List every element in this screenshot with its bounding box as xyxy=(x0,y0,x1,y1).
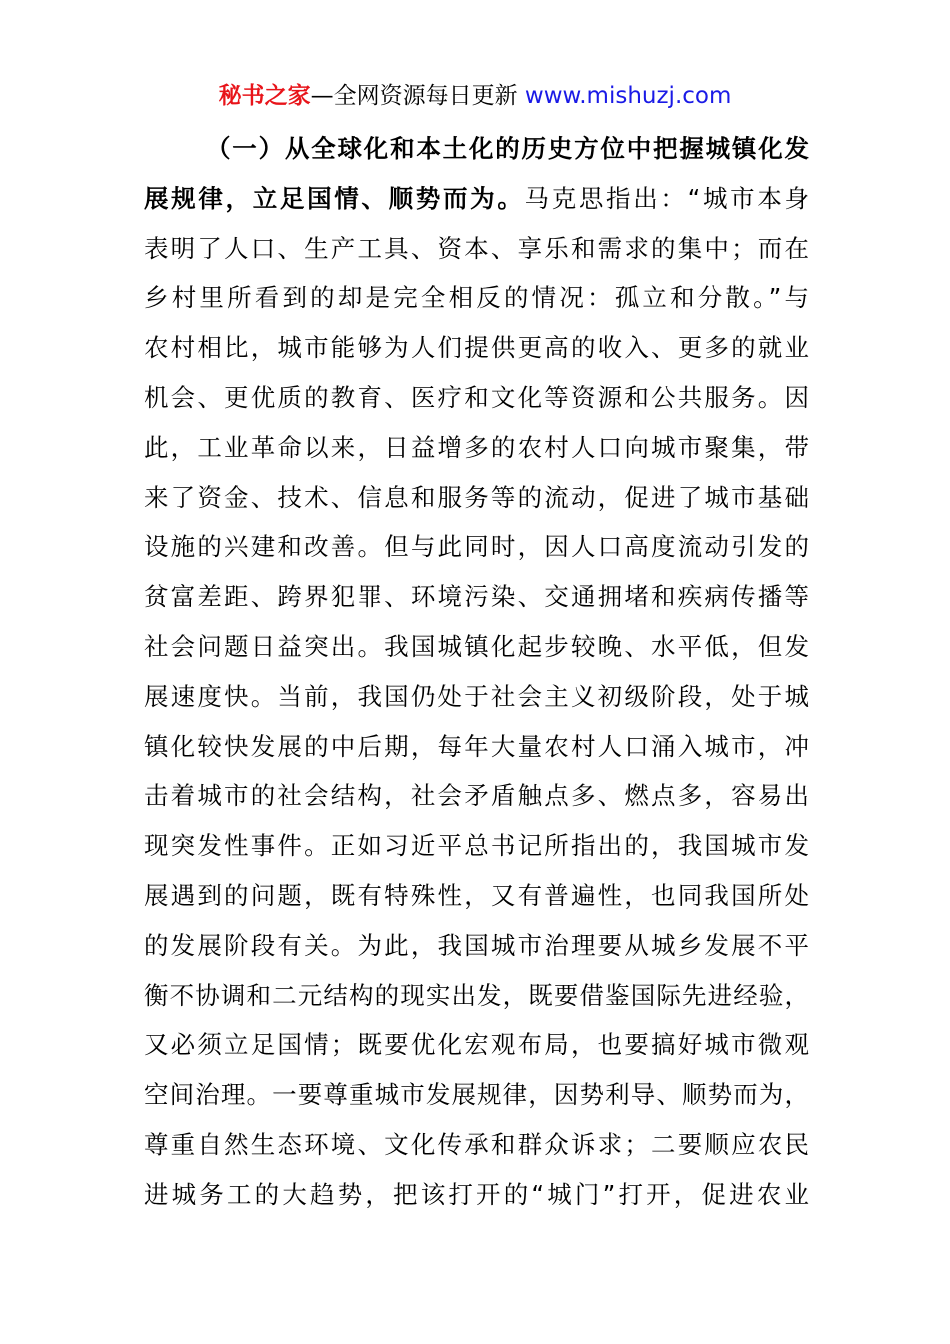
paragraph-line: 衡不协调和二元结构的现实出发，既要借鉴国际先进经验， xyxy=(144,980,809,1010)
paragraph-line: 设施的兴建和改善。但与此同时，因人口高度流动引发的 xyxy=(144,532,809,562)
section-heading-bold-tail: 展规律，立足国情、顺势而为。 xyxy=(144,183,525,213)
paragraph-line: 空间治理。一要尊重城市发展规律，因势利导、顺势而为， xyxy=(144,1080,809,1110)
body-paragraph xyxy=(144,124,809,1220)
paragraph-line: 农村相比，城市能够为人们提供更高的收入、更多的就业 xyxy=(144,333,809,363)
paragraph-line: 击着城市的社会结构，社会矛盾触点多、燃点多，容易出 xyxy=(144,781,809,811)
paragraph-line: 进城务工的大趋势，把该打开的“城门”打开，促进农业 xyxy=(144,1179,809,1209)
paragraph-line: 机会、更优质的教育、医疗和文化等资源和公共服务。因 xyxy=(144,382,809,412)
header-tagline: —全网资源每日更新 xyxy=(310,83,525,109)
paragraph-line: 的发展阶段有关。为此，我国城市治理要从城乡发展不平 xyxy=(144,930,809,960)
paragraph-text-start: 马克思指出：“城市本身 xyxy=(524,183,809,213)
website-url[interactable]: www.mishuzj.com xyxy=(524,83,732,109)
paragraph-line: 镇化较快发展的中后期，每年大量农村人口涌入城市，冲 xyxy=(144,731,809,761)
section-heading-line-1: （一）从全球化和本土化的历史方位中把握城镇化发 xyxy=(206,134,809,163)
section-heading-line-2 xyxy=(144,174,809,224)
paragraph-line: 来了资金、技术、信息和服务等的流动，促进了城市基础 xyxy=(144,482,809,512)
paragraph-line: 展速度快。当前，我国仍处于社会主义初级阶段，处于城 xyxy=(144,681,809,711)
page-header xyxy=(0,78,950,114)
paragraph-line: 尊重自然生态环境、文化传承和群众诉求；二要顺应农民 xyxy=(144,1129,809,1159)
paragraph-line: 表明了人口、生产工具、资本、享乐和需求的集中；而在 xyxy=(144,233,809,263)
paragraph-line: 此，工业革命以来，日益增多的农村人口向城市聚集，带 xyxy=(144,432,809,462)
paragraph-line: 乡村里所看到的却是完全相反的情况：孤立和分散。”与 xyxy=(144,283,809,313)
paragraph-line: 贫富差距、跨界犯罪、环境污染、交通拥堵和疾病传播等 xyxy=(144,582,809,612)
brand-name: 秘书之家 xyxy=(218,83,311,109)
paragraph-line: 展遇到的问题，既有特殊性，又有普遍性，也同我国所处 xyxy=(144,880,809,910)
paragraph-line: 又必须立足国情；既要优化宏观布局，也要搞好城市微观 xyxy=(144,1030,809,1060)
paragraph-line: 社会问题日益突出。我国城镇化起步较晚、水平低，但发 xyxy=(144,631,809,661)
paragraph-line: 现突发性事件。正如习近平总书记所指出的，我国城市发 xyxy=(144,831,809,861)
